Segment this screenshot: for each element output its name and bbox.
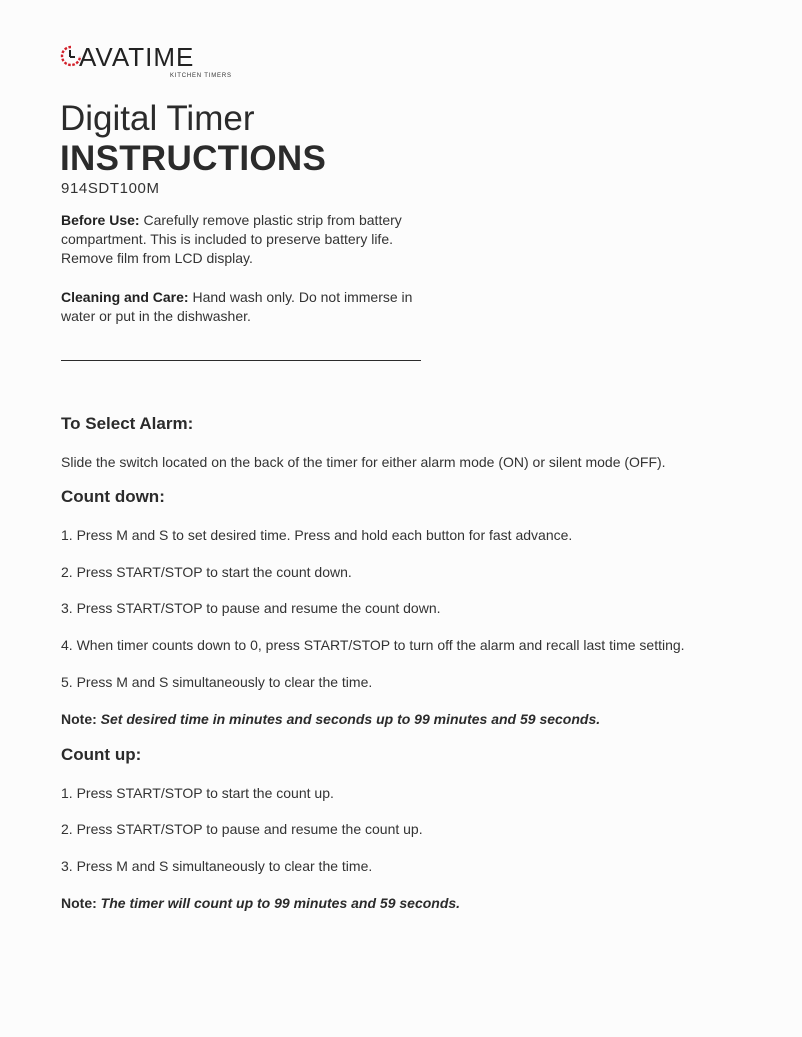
before-use-text: Carefully remove plastic strip from battery compartment. This is included to preserve battery life. Remove film from LCD display. — [61, 212, 402, 266]
countup-heading: Count up: — [61, 745, 142, 764]
alarm-heading: To Select Alarm: — [61, 414, 194, 433]
countdown-step: 5. Press M and S simultaneously to clear the time. — [61, 674, 373, 690]
before-use-paragraph — [61, 211, 421, 268]
countdown-step: 2. Press START/STOP to start the count down. — [61, 564, 352, 580]
countdown-heading: Count down: — [61, 487, 165, 506]
countdown-step: 3. Press START/STOP to pause and resume the count down. — [61, 600, 441, 616]
brand-name: AVATIME — [79, 42, 195, 72]
countup-note-label: Note: — [61, 895, 97, 911]
brand-logo — [60, 40, 230, 88]
countdown-note-text: Set desired time in minutes and seconds up to 99 minutes and 59 seconds. — [100, 711, 601, 727]
countdown-note — [61, 710, 781, 728]
cleaning-label: Cleaning and Care: — [61, 289, 189, 305]
countup-step: 3. Press M and S simultaneously to clear the time. — [61, 858, 373, 874]
page-subtitle: INSTRUCTIONS — [60, 139, 327, 178]
cleaning-paragraph — [61, 288, 421, 326]
countup-note-text: The timer will count up to 99 minutes and 59 seconds. — [100, 895, 461, 911]
countdown-note-label: Note: — [61, 711, 97, 727]
cleaning-text: Hand wash only. Do not immerse in water or put in the dishwasher. — [61, 289, 413, 324]
alarm-text: Slide the switch located on the back of the timer for either alarm mode (ON) or silent mode (OFF). — [61, 454, 666, 470]
countup-note — [61, 894, 781, 912]
before-use-label: Before Use: — [61, 212, 140, 228]
model-number: 914SDT100M — [61, 180, 160, 197]
countdown-step: 1. Press M and S to set desired time. Press and hold each button for fast advance. — [61, 527, 573, 543]
brand-tagline: KITCHEN TIMERS — [170, 73, 232, 79]
section-divider — [61, 360, 421, 361]
countup-step: 2. Press START/STOP to pause and resume the count up. — [61, 821, 423, 837]
page-title: Digital Timer — [60, 99, 255, 138]
countdown-step: 4. When timer counts down to 0, press START/STOP to turn off the alarm and recall last time setting. — [61, 637, 685, 653]
countup-step: 1. Press START/STOP to start the count up. — [61, 785, 334, 801]
